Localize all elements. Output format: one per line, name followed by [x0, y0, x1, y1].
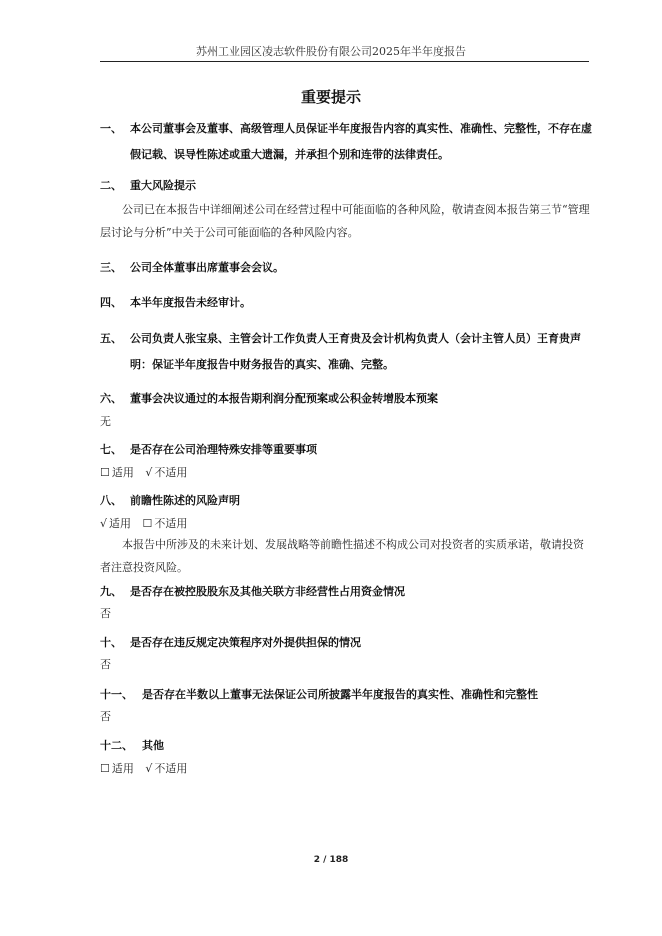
section-9-heading [100, 579, 592, 605]
section-12-number: 十二、 [100, 739, 133, 752]
section-7-heading [100, 437, 592, 463]
option-label: 适用 [111, 466, 134, 479]
section-8-options [100, 516, 195, 532]
option-label: 适用 [111, 762, 134, 775]
section-12-heading [100, 733, 592, 759]
section-9-answer: 否 [100, 607, 111, 620]
section-10-answer: 否 [100, 658, 111, 671]
section-2-body: 公司已在本报告中详细阐述公司在经营过程中可能面临的各种风险，敬请查阅本报告第三节“管理层讨论与分析”中关于公司可能面临的各种风险内容。 [100, 203, 590, 239]
section-8-body: 本报告中所涉及的未来计划、发展战略等前瞻性描述不构成公司对投资者的实质承诺，敬请投资者注意投资风险。 [100, 538, 584, 574]
section-7-option-applicable [100, 465, 134, 481]
section-5-heading [100, 326, 592, 378]
section-6-text: 董事会决议通过的本报告期利润分配预案或公积金转增股本预案 [130, 392, 438, 405]
section-11-answer: 否 [100, 710, 111, 723]
page-number: 2 / 188 [313, 855, 349, 865]
section-1-heading [100, 116, 592, 168]
section-12-option-applicable [100, 761, 134, 777]
section-8-text: 前瞻性陈述的风险声明 [130, 494, 240, 507]
section-5-text: 公司负责人张宝泉、主管会计工作负责人王育贵及会计机构负责人（会计主管人员）王育贵声明：保证半年度报告中财务报告的真实、准确、完整。 [130, 332, 581, 371]
section-8-heading [100, 488, 592, 514]
section-9-number: 九、 [100, 585, 122, 598]
check-mark-icon: √ [145, 466, 153, 479]
section-7-option-not-applicable [145, 465, 187, 481]
document-title: 重要提示 [300, 88, 361, 106]
section-11-text: 是否存在半数以上董事无法保证公司所披露半年度报告的真实性、准确性和完整性 [142, 688, 538, 701]
section-6-heading [100, 386, 592, 412]
unchecked-box-icon: ☐ [100, 466, 110, 479]
section-2-text: 重大风险提示 [130, 179, 196, 192]
section-12-text: 其他 [142, 739, 164, 752]
section-7-options [100, 465, 195, 481]
section-5-number: 五、 [100, 332, 122, 345]
section-10-heading [100, 630, 592, 656]
section-8-number: 八、 [100, 494, 122, 507]
section-4-text: 本半年度报告未经审计。 [130, 296, 251, 309]
section-6-answer: 无 [100, 415, 111, 428]
section-1-number: 一、 [100, 122, 122, 135]
section-7-number: 七、 [100, 443, 122, 456]
section-12-option-not-applicable [145, 761, 187, 777]
section-9-text: 是否存在被控股股东及其他关联方非经营性占用资金情况 [130, 585, 405, 598]
check-mark-icon: √ [145, 762, 153, 775]
option-label: 不适用 [154, 517, 188, 530]
option-label: 适用 [109, 517, 132, 530]
header-divider [100, 61, 589, 62]
section-10-number: 十、 [100, 636, 122, 649]
section-12-options [100, 761, 195, 777]
unchecked-box-icon: ☐ [142, 517, 153, 530]
section-6-number: 六、 [100, 392, 122, 405]
section-8-option-applicable [100, 516, 131, 532]
section-7-text: 是否存在公司治理特殊安排等重要事项 [130, 443, 317, 456]
section-2-heading [100, 173, 592, 199]
section-10-text: 是否存在违反规定决策程序对外提供担保的情况 [130, 636, 361, 649]
section-3-heading [100, 255, 592, 281]
unchecked-box-icon: ☐ [100, 762, 110, 775]
section-2-number: 二、 [100, 179, 122, 192]
option-label: 不适用 [154, 762, 188, 775]
page-header: 苏州工业园区凌志软件股份有限公司2025年半年度报告 [196, 45, 466, 58]
section-3-text: 公司全体董事出席董事会会议。 [130, 261, 284, 274]
section-1-text: 本公司董事会及董事、高级管理人员保证半年度报告内容的真实性、准确性、完整性，不存在虚假记载、误导性陈述或重大遗漏，并承担个别和连带的法律责任。 [130, 122, 592, 161]
option-label: 不适用 [154, 466, 188, 479]
section-11-number: 十一、 [100, 688, 133, 701]
section-8-option-not-applicable [143, 516, 188, 532]
section-4-heading [100, 290, 592, 316]
section-4-number: 四、 [100, 296, 122, 309]
section-3-number: 三、 [100, 261, 122, 274]
section-11-heading [100, 682, 592, 708]
check-mark-icon: √ [100, 517, 108, 530]
